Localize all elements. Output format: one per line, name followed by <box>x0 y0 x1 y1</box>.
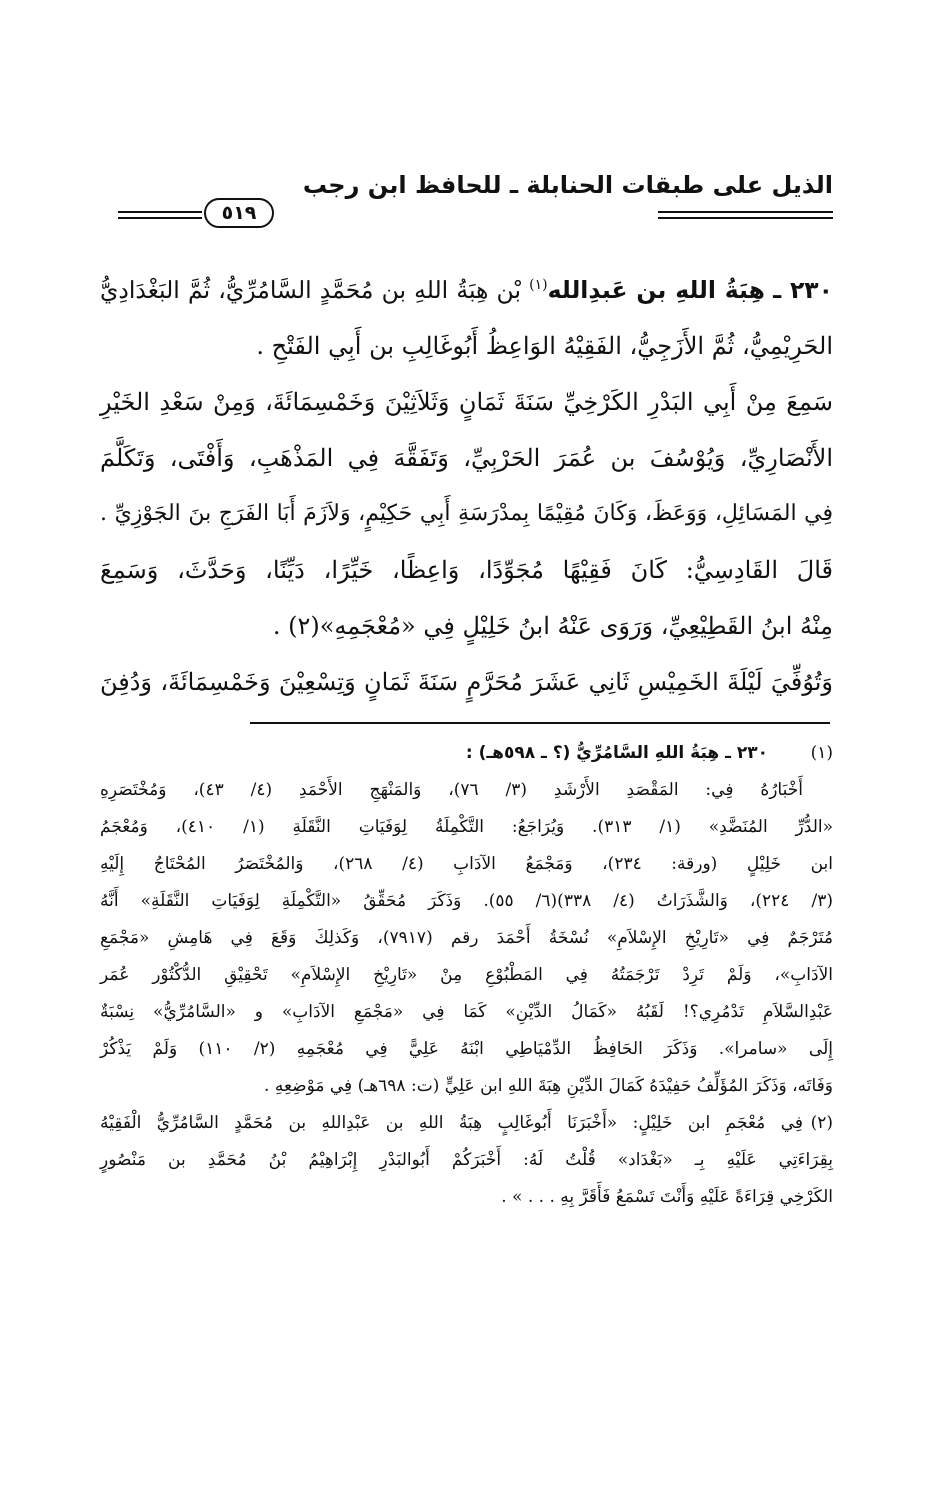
header-rule-left-lower <box>118 217 202 219</box>
entry-name: هِبَةُ اللهِ بن عَبدِالله <box>547 276 765 304</box>
body-line: مِنْهُ ابنُ القَطِيْعِيِّ، وَرَوَى عَنْهُ ابنُ خَلِيْلٍ فِي «مُعْجَمِهِ»(٢) . <box>272 612 833 640</box>
header-rule-left <box>118 211 202 213</box>
header-rule-right-lower <box>658 217 833 219</box>
footnote-line: «الدُّرِّ المُنَضَّدِ» (١/ ٣١٣). وَيُرَاجَعُ: التَّكْمِلَةُ لِوَفَيَاتِ النَّقَلَةِ (١/ ٤١٠)، وَمُعْجَمُ <box>100 817 833 837</box>
footnote-line: إِلَى «سامرا». وَذَكَرَ الحَافِظُ الدِّمْيَاطِي ابْنَهُ عَلِيًّ فِي مُعْجَمِهِ (٢/ ١١٠) وَلَمْ يَذْكُرْ <box>100 1039 833 1059</box>
entry-number: ٢٣٠ ـ <box>773 276 833 304</box>
footnote-line: الآدَابِ»، وَلَمْ تَرِدْ تَرْجَمَتُهُ فِي المَطْبُوْعِ مِنْ «تَارِيْخِ الإِسْلاَمِ» تَحْقِيْقِ الدُّكْتُوْر عُمَر <box>100 965 833 985</box>
footnote-number: (١) <box>810 743 833 763</box>
entry-line-text: بْن هِبَةُ اللهِ بن مُحَمَّدٍ السَّامُرِّيُّ، ثُمَّ البَغْدَادِيُّ <box>100 276 521 304</box>
footnote-line: بِقِرَاءَتِي عَلَيْهِ بِـ «بَغْدَاد» قُلْتُ لَهُ: أَخْبَرَكُمْ أَبُوالبَدْرِ إِبْرَاهِيْمُ بْنُ مُحَمَّدِ بن مَنْصُورٍ <box>100 1150 833 1170</box>
footnote-line: أَخْبَارُهُ فِي: المَقْصَدِ الأَرْشَدِ (٣/ ٧٦)، وَالمَنْهَجِ الأَحْمَدِ (٤/ ٤٣)، وَمُخْتَصَرِهِ <box>100 780 803 800</box>
body-line: الحَرِيْمِيُّ، ثُمَّ الأَزَجِيُّ، الفَقِيْهُ الوَاعِظُ أَبُوغَالِبِ بن أَبِي الفَتْحِ . <box>256 332 833 360</box>
footnote-line: وَفَاتَه، وَذَكَرَ المُؤَلِّفُ حَفِيْدَهُ كَمَالَ الدِّيْنِ هِبَةَ اللهِ ابن عَلِيٍّ (ت: ٦٩٨هـ) فِي مَوْضِعِهِ . <box>264 1076 833 1096</box>
body-line: وَتُوُفِّيَ لَيْلَةَ الخَمِيْسِ ثَانِي عَشَرَ مُحَرَّمٍ سَنَةَ ثَمَانٍ وَتِسْعِيْنَ وَخَمْسِمَائَةَ، وَدُفِنَ <box>100 668 833 696</box>
body-line: قَالَ القَادِسِيُّ: كَانَ فَقِيْهًا مُجَوِّدًا، وَاعِظًا، خَيِّرًا، دَيِّنًا، وَحَدَّثَ، وَسَمِعَ <box>100 556 833 584</box>
body-line: الأَنْصَارِيِّ، وَيُوْسُفَ بن عُمَرَ الحَرْبِيِّ، وَتَفَقَّهَ فِي المَذْهَبِ، وَأَفْتَى، وَتَكَلَّمَ <box>100 444 833 472</box>
footnote-separator <box>250 722 830 724</box>
footnote-number: (٢) <box>810 1113 833 1133</box>
footnote-heading: ٢٣٠ ـ هِبَةُ اللهِ السَّامُرِّيُّ (؟ ـ ٥٩٨هـ) : <box>465 743 768 763</box>
footnote-line: الكَرْخِي قِرَاءَةً عَلَيْهِ وَأَنْتَ تَسْمَعُ فَأَقَرَّ بِهِ . . . » . <box>501 1187 833 1207</box>
body-line: فِي المَسَائِلِ، وَوَعَظَ، وَكَانَ مُقِيْمًا بِمدْرَسَةِ أَبِي حَكِيْمٍ، وَلاَزَمَ أَبَا الفَرَجِ بنَ الجَوْزِيِّ . <box>100 501 833 526</box>
running-title: الذيل على طبقات الحنابلة ـ للحافظ ابن رجب <box>302 171 833 199</box>
footnote-line: مُتَرْجَمٌ فِي «تَارِيْخِ الإِسْلاَمِ» نُسْخَةُ أَحْمَدَ رقم (٧٩١٧)، وَكَذلِكَ وَقَعَ فِي هَامِشِ «مَجْمَعِ <box>100 928 833 948</box>
page-number: ٥١٩ <box>204 198 274 228</box>
footnote-line: فِي مُعْجَمِ ابن خَلِيْلٍ: «أَخْبَرَنَا أَبُوغَالِبٍ هِبَةُ اللهِ بن عَبْدِاللهِ بن مُحَمَّدٍ السَّامُرِّيُّ الْفَقِيْهُ <box>100 1113 803 1133</box>
footnote-line: ابن خَلِيْلٍ (ورقة: ٢٣٤)، وَمَجْمَعُ الآدَابِ (٤/ ٢٦٨)، وَالمُخْتَصَرُ المُحْتَاجُ إِلَيْهِ <box>100 854 833 874</box>
body-line <box>100 262 833 318</box>
footnote-line: (٣/ ٢٢٤)، وَالشَّذَرَاتُ (٤/ ٣٣٨)(٦/ ٥٥). وَذَكَرَ مُحَقِّقُ «التَّكْمِلَةِ لِوَفَيَاتِ النَّقَلَةِ» أَنَّهُ <box>100 891 833 911</box>
note-reference: (١) <box>529 277 548 294</box>
header-rule-right <box>658 211 833 213</box>
footnote-line: عَبْدِالسَّلاَمِ تَدْمُرِي؟! لَقَبُهُ «كَمَالُ الدِّيْنِ» كَمَا فِي «مَجْمَعِ الآدَابِ» و «السَّامُرِّيُّ» نِسْبَةٌ <box>100 1002 833 1022</box>
body-line: سَمِعَ مِنْ أَبِي البَدْرِ الكَرْخِيِّ سَنَةَ ثَمَانٍ وَثَلاَثِيْنَ وَخَمْسِمَائَةَ، وَمِنْ سَعْدِ الخَيْرِ <box>100 388 833 416</box>
